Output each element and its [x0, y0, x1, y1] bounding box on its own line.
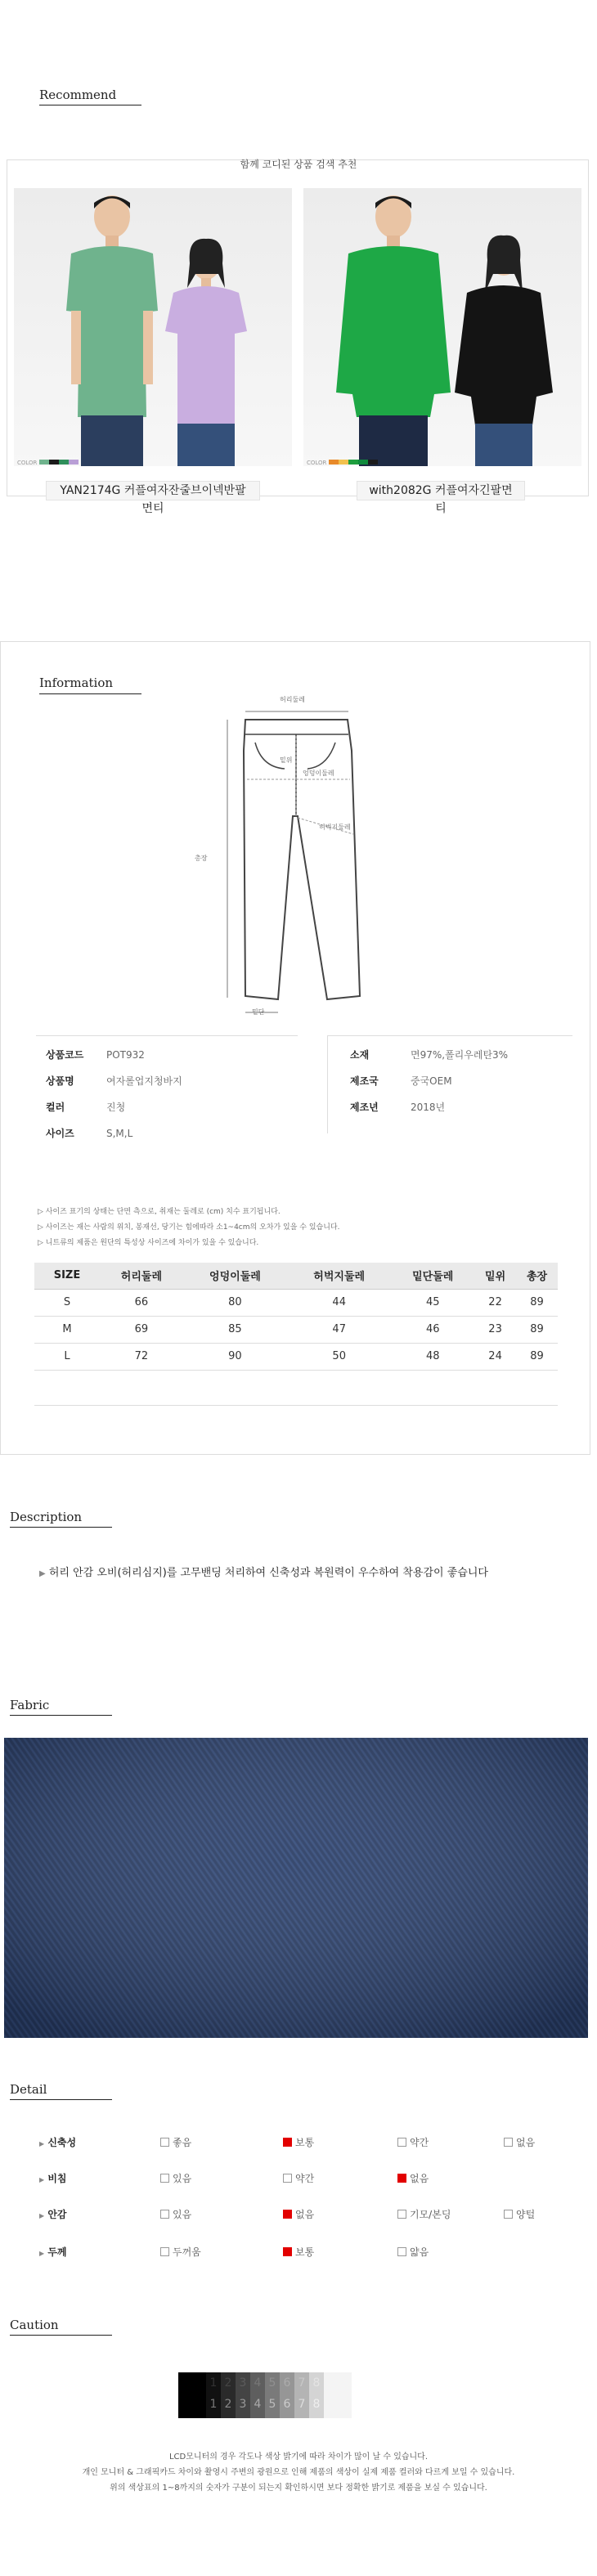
checkbox[interactable] [397, 2174, 406, 2183]
pants-measure-illustration [213, 693, 384, 1021]
option[interactable] [397, 2171, 429, 2185]
note-text: 사이즈는 재는 사람의 위치, 봉재선, 당기는 힘에따라 소1~4cm의 오차가 있을 수 있습니다. [45, 1223, 340, 1232]
description-title: Description [10, 1510, 83, 1524]
spec-row [46, 1072, 291, 1098]
label-hip: 엉덩이둘레 [303, 770, 334, 777]
caution-line: 위의 색상표의 1~8까지의 숫자가 구분이 되는지 확인하시면 보다 정확한 밝기로 제품을 보실 수 있습니다. [110, 2484, 487, 2493]
cell: 90 [183, 1343, 287, 1370]
cell: 23 [474, 1316, 516, 1343]
fabric-underline [10, 1715, 112, 1716]
checkbox[interactable] [160, 2247, 169, 2256]
option[interactable] [397, 2245, 429, 2259]
caution-line: 개인 모니터 & 그래픽카드 차이와 촬영시 주변의 광원으로 인해 제품의 색상이 실제 제품 컬러와 다르게 보일 수 있습니다. [82, 2468, 515, 2477]
gray-top-num: 5 [268, 2376, 276, 2390]
cell: M [34, 1316, 100, 1343]
cell: 89 [516, 1289, 558, 1316]
label-thigh: 허벅지둘레 [319, 824, 351, 831]
detail-label: ▶ 안감 [39, 2209, 67, 2220]
th: 밑위 [474, 1263, 516, 1289]
cell: L [34, 1343, 100, 1370]
spec-value: S,M,L [106, 1128, 133, 1139]
denim-fabric-image [4, 1738, 588, 2038]
gray-bottom-num: 8 [312, 2398, 321, 2411]
product-photo-1[interactable] [14, 188, 292, 466]
gray-swatch [221, 2372, 236, 2418]
spec-value: 중국OEM [411, 1075, 452, 1087]
detail-label: ▶ 두께 [39, 2246, 67, 2258]
option-text: 얇음 [410, 2246, 429, 2258]
gray-bottom-num: 3 [239, 2398, 247, 2411]
cell: 69 [100, 1316, 183, 1343]
swatch [358, 460, 368, 464]
gray-top-num: 2 [224, 2376, 232, 2390]
recommend-title: Recommend [39, 88, 117, 102]
cell: 45 [391, 1289, 474, 1316]
option-text: 없음 [410, 2173, 429, 2184]
checkbox[interactable] [283, 2174, 292, 2183]
color-swatches-1 [17, 460, 79, 466]
cell: 44 [287, 1289, 391, 1316]
swatch [39, 460, 49, 464]
arrow-icon: ▶ [39, 1569, 46, 1578]
swatch [339, 460, 348, 464]
recommend-header: 함께 코디된 상품 검색 추천 [240, 159, 357, 170]
cell: 80 [183, 1289, 287, 1316]
gray-bottom-num: 6 [283, 2398, 291, 2411]
product-link-1[interactable]: YAN2174G 커플여자잔줄브이넥반팔면티 [46, 481, 260, 500]
fabric-title: Fabric [10, 1698, 50, 1712]
caution-title: Caution [10, 2318, 59, 2332]
detail-label-text: 안감 [47, 2209, 67, 2220]
swatch [59, 460, 69, 464]
label-rise: 밑위 [280, 756, 293, 764]
detail-label-text: 두께 [47, 2246, 67, 2258]
caution-underline [10, 2335, 112, 2336]
spec-key: 제조년 [350, 1102, 379, 1113]
checkbox[interactable] [397, 2247, 406, 2256]
gray-swatch [265, 2372, 280, 2418]
label-length: 총장 [195, 855, 208, 862]
detail-label-text: 신축성 [47, 2137, 77, 2148]
cell: 50 [287, 1343, 391, 1370]
gray-bottom-num: 7 [298, 2398, 306, 2411]
option[interactable] [397, 2135, 429, 2149]
product-link-2[interactable]: with2082G 커플여자긴팔면티 [357, 481, 525, 500]
table-row [34, 1316, 558, 1343]
option-text: 기모/본딩 [410, 2209, 451, 2220]
gray-bottom-num: 2 [224, 2398, 232, 2411]
gray-swatch [280, 2372, 294, 2418]
size-table-header [34, 1263, 558, 1289]
checkbox[interactable] [160, 2174, 169, 2183]
size-notes [38, 1205, 339, 1251]
detail-label: ▶ 신축성 [39, 2137, 77, 2148]
th: 밑단둘레 [391, 1263, 474, 1289]
spec-key: 사이즈 [46, 1128, 74, 1139]
grayscale-chart [178, 2372, 415, 2418]
checkbox[interactable] [504, 2210, 513, 2219]
gray-swatch [206, 2372, 221, 2418]
spec-row [46, 1046, 291, 1072]
spec-key: 소재 [350, 1049, 370, 1061]
th: 허벅지둘레 [287, 1263, 391, 1289]
cell: S [34, 1289, 100, 1316]
detail-row-sheer [39, 2171, 572, 2188]
note-line: ▷ 니트류의 제품은 원단의 특성상 사이즈에 차이가 있을 수 있습니다. [38, 1239, 259, 1247]
option-text: 보통 [295, 2137, 315, 2148]
size-table-wrap [34, 1263, 558, 1406]
checkbox[interactable] [397, 2138, 406, 2147]
table-bottom-line [34, 1405, 558, 1406]
gray-top-num: 3 [239, 2376, 247, 2390]
option[interactable] [283, 2207, 314, 2221]
option-text: 좋음 [173, 2137, 192, 2148]
option-text: 있음 [173, 2173, 192, 2184]
gray-top-num: 4 [254, 2376, 262, 2390]
recommend-box [7, 159, 589, 515]
checkbox[interactable] [504, 2138, 513, 2147]
label-hem: 밑단 [252, 1008, 265, 1016]
checkbox[interactable] [283, 2247, 292, 2256]
option[interactable] [504, 2207, 535, 2221]
th: SIZE [34, 1263, 100, 1289]
spec-value: POT932 [106, 1049, 145, 1061]
option[interactable] [160, 2171, 191, 2185]
color-label: COLOR [17, 460, 38, 466]
spec-key: 상품코드 [46, 1049, 84, 1061]
detail-row-stretch [39, 2135, 572, 2152]
cell: 22 [474, 1289, 516, 1316]
swatch [348, 460, 358, 464]
spec-value: 진청 [106, 1102, 126, 1113]
spec-row [46, 1098, 291, 1124]
gray-swatch [309, 2372, 324, 2418]
gray-swatch [178, 2372, 206, 2418]
option-text: 약간 [410, 2137, 429, 2148]
spec-key: 제조국 [350, 1075, 379, 1087]
note-line: ▷ 사이즈 표기의 상태는 단면 측으로, 취재는 둘레로 (cm) 치수 표기됩니다. [38, 1208, 281, 1216]
option-text: 약간 [295, 2173, 315, 2184]
option[interactable] [160, 2207, 191, 2221]
th: 총장 [516, 1263, 558, 1289]
gray-top-num: 7 [298, 2376, 306, 2390]
caution-line: LCD모니터의 경우 각도나 색상 밝기에 따라 차이가 많이 날 수 있습니다. [168, 2453, 429, 2462]
gray-bottom-num: 5 [268, 2398, 276, 2411]
color-label: COLOR [307, 460, 327, 466]
swatch [329, 460, 339, 464]
spec-divider-1 [36, 1035, 298, 1036]
description-underline [10, 1527, 112, 1528]
th: 엉덩이둘레 [183, 1263, 287, 1289]
spec-row [46, 1124, 291, 1151]
note-text: 사이즈 표기의 상태는 단면 측으로, 취재는 둘레로 (cm) 치수 표기됩니다. [45, 1208, 281, 1216]
cell: 46 [391, 1316, 474, 1343]
couple-photo-1 [14, 188, 292, 466]
th: 허리둘레 [100, 1263, 183, 1289]
spec-row [350, 1098, 579, 1124]
spec-left [46, 1046, 291, 1151]
note-text: 니트류의 제품은 원단의 특성상 사이즈에 차이가 있을 수 있습니다. [45, 1239, 259, 1247]
gray-swatch [236, 2372, 250, 2418]
option-text: 없음 [295, 2209, 315, 2220]
option-text: 양털 [516, 2209, 536, 2220]
gray-top-num: 1 [209, 2376, 218, 2390]
detail-title: Detail [10, 2082, 47, 2097]
detail-label: ▶ 비침 [39, 2173, 67, 2184]
table-row [34, 1343, 558, 1370]
information-underline [39, 693, 141, 694]
cell: 47 [287, 1316, 391, 1343]
label-waist: 허리둘레 [280, 696, 305, 703]
denim-texture [4, 1738, 588, 2038]
option-text: 보통 [295, 2246, 315, 2258]
product-photo-2[interactable] [303, 188, 581, 466]
cell: 66 [100, 1289, 183, 1316]
spec-divider-2 [327, 1035, 572, 1036]
checkbox[interactable] [397, 2210, 406, 2219]
spec-row [350, 1046, 579, 1072]
checkbox[interactable] [160, 2210, 169, 2219]
checkbox[interactable] [283, 2138, 292, 2147]
gray-top-num: 8 [312, 2376, 321, 2390]
gray-swatch [324, 2372, 352, 2418]
option-text: 두꺼움 [173, 2246, 201, 2258]
table-row [34, 1289, 558, 1316]
cell: 89 [516, 1316, 558, 1343]
gray-bottom-num: 4 [254, 2398, 262, 2411]
option-text: 없음 [516, 2137, 536, 2148]
option[interactable] [283, 2171, 314, 2185]
checkbox[interactable] [160, 2138, 169, 2147]
spec-row [350, 1072, 579, 1098]
spec-key: 상품명 [46, 1075, 74, 1087]
spec-vertical-divider [327, 1035, 328, 1133]
option[interactable] [397, 2207, 451, 2221]
option[interactable] [160, 2245, 201, 2259]
cell: 85 [183, 1316, 287, 1343]
couple-photo-2 [303, 188, 581, 466]
spec-value: 여자롤업지청바지 [106, 1075, 182, 1087]
information-title: Information [39, 675, 114, 690]
detail-label-text: 비침 [47, 2173, 67, 2184]
spec-key: 컬러 [46, 1102, 65, 1113]
spec-right [350, 1046, 579, 1124]
description-text [39, 1564, 488, 1579]
option-text: 있음 [173, 2209, 192, 2220]
option[interactable] [504, 2135, 535, 2149]
description-body: 허리 안감 오비(허리심지)를 고무밴딩 처리하여 신축성과 복원력이 우수하여 착용감이 좋습니다 [48, 1567, 488, 1579]
gray-top-num: 6 [283, 2376, 291, 2390]
gray-swatch [294, 2372, 309, 2418]
cell: 89 [516, 1343, 558, 1370]
cell: 48 [391, 1343, 474, 1370]
gray-swatch [250, 2372, 265, 2418]
cell: 24 [474, 1343, 516, 1370]
caution-notes [0, 2449, 597, 2496]
option[interactable] [160, 2135, 191, 2149]
gray-bottom-num: 1 [209, 2398, 218, 2411]
spec-value: 2018년 [411, 1102, 446, 1113]
detail-underline [10, 2099, 112, 2100]
detail-row-lining [39, 2207, 572, 2224]
note-line: ▷ 사이즈는 재는 사람의 위치, 봉재선, 당기는 힘에따라 소1~4cm의 오차가 있을 수 있습니다. [38, 1223, 340, 1232]
pants-diagram [195, 693, 384, 1021]
swatch [69, 460, 79, 464]
cell: 72 [100, 1343, 183, 1370]
size-table [34, 1263, 558, 1371]
option[interactable] [283, 2135, 314, 2149]
swatch [49, 460, 59, 464]
option[interactable] [283, 2245, 314, 2259]
detail-row-thickness [39, 2245, 572, 2261]
swatch [368, 460, 378, 464]
spec-value: 면97%,폴리우레탄3% [411, 1049, 509, 1061]
color-swatches-2 [307, 460, 378, 466]
checkbox[interactable] [283, 2210, 292, 2219]
